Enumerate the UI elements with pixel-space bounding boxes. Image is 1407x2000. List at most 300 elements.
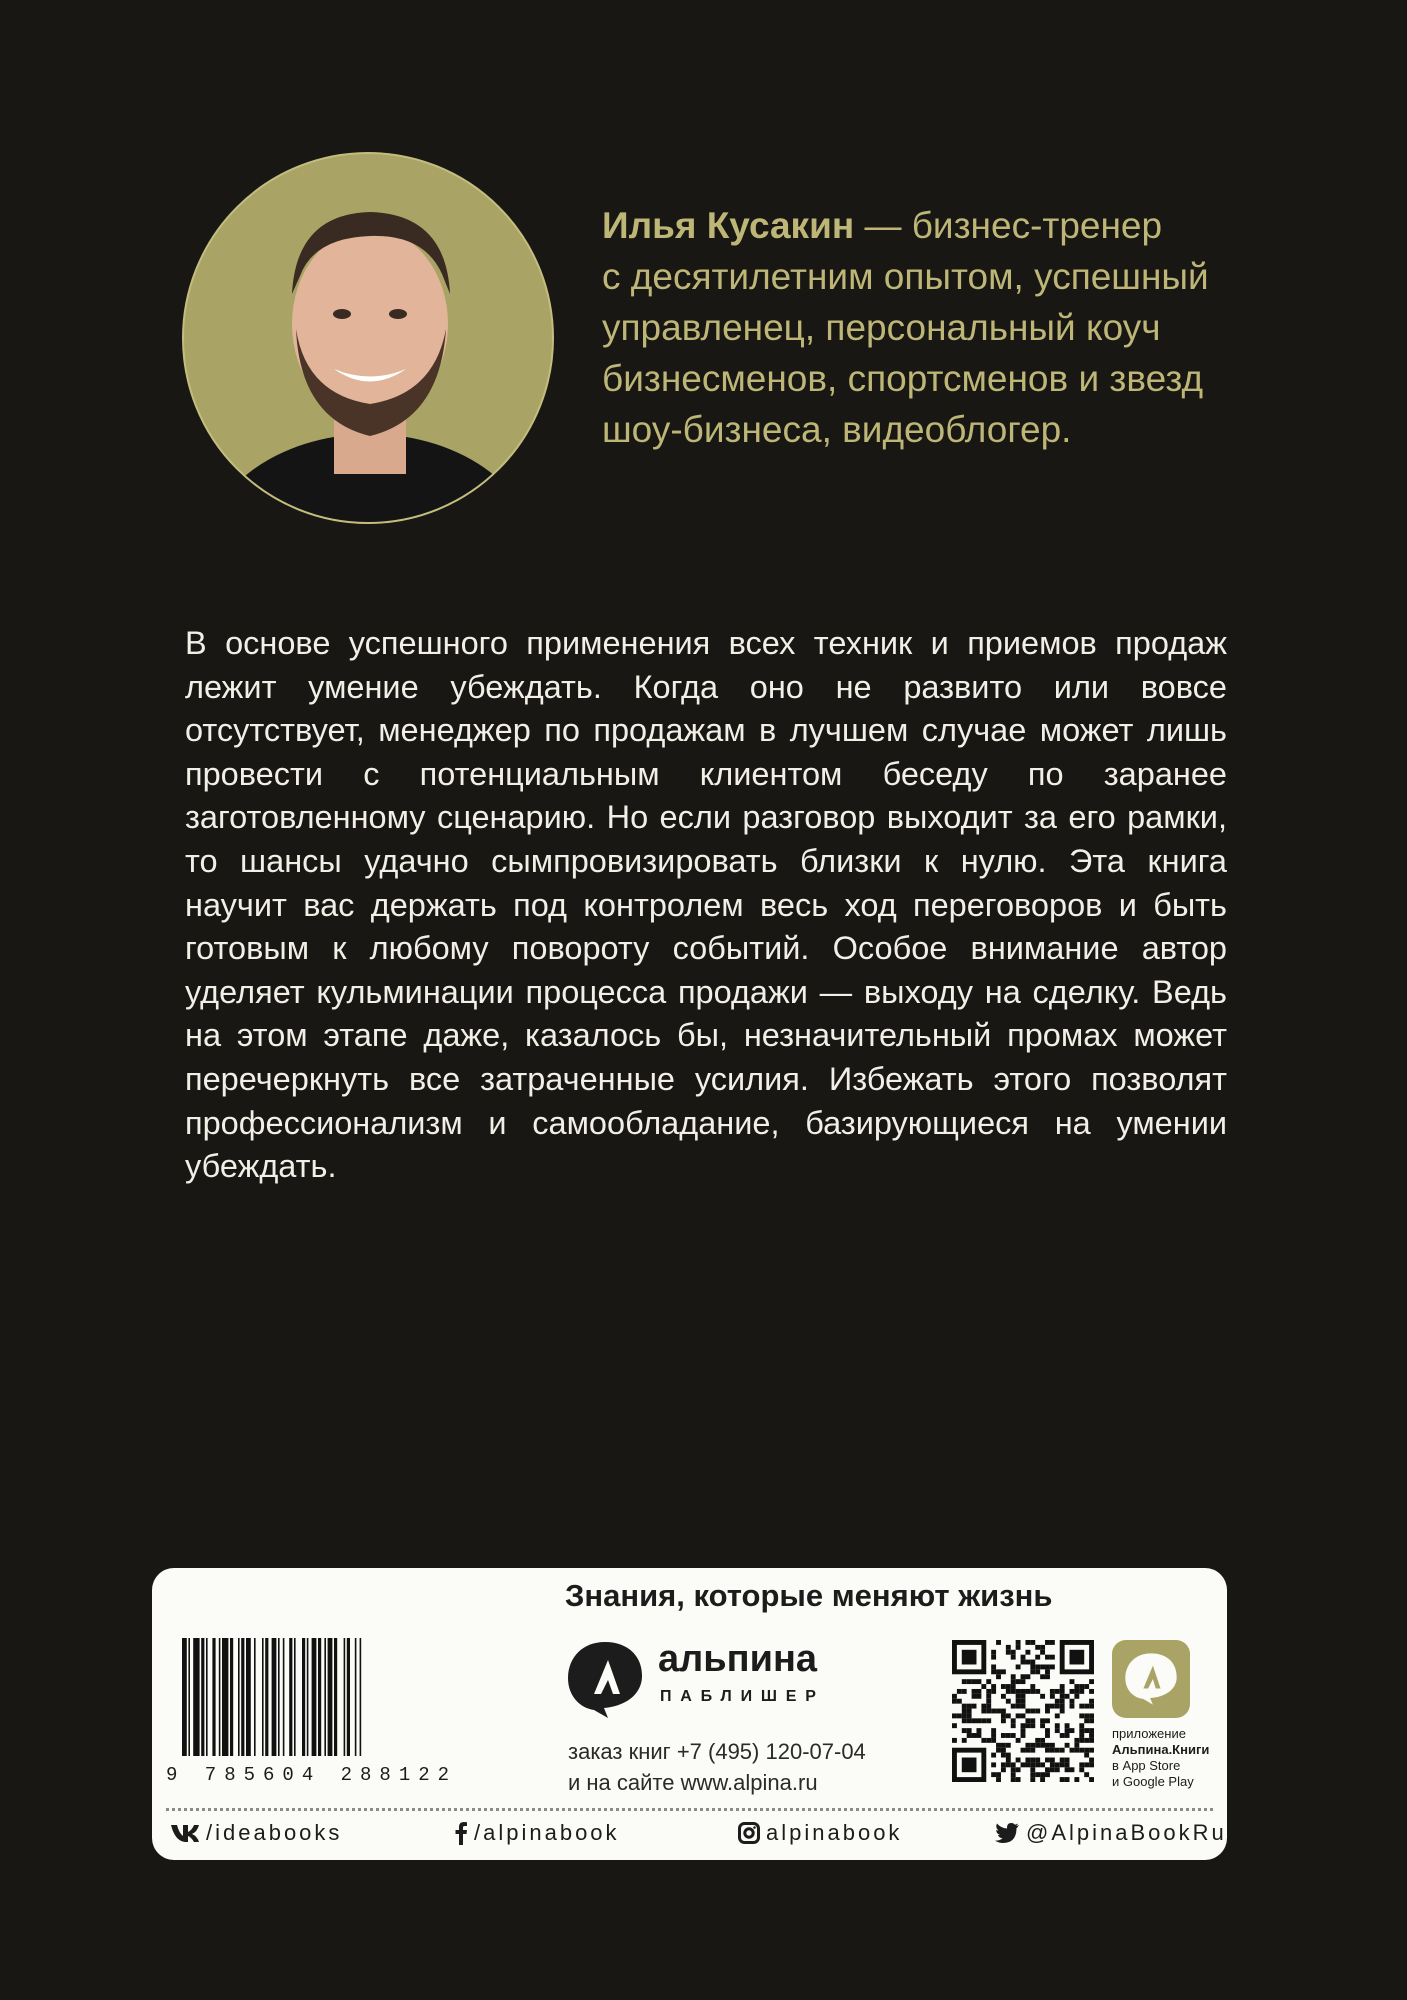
qr-module [1016,1699,1021,1704]
qr-module [991,1733,996,1738]
qr-module [962,1713,967,1718]
qr-module [1025,1660,1030,1665]
qr-module [1079,1738,1084,1743]
barcode-bar [283,1638,285,1756]
qr-module [1084,1684,1089,1689]
qr-module [1055,1748,1060,1753]
qr-module [1030,1777,1035,1782]
qr-module [1060,1777,1065,1782]
qr-module [1025,1650,1030,1655]
barcode-bar [344,1638,346,1756]
app-caption-line: приложение [1112,1726,1186,1741]
qr-module [1040,1650,1045,1655]
qr-module [1070,1699,1075,1704]
qr-module [976,1689,981,1694]
qr-module [1011,1723,1016,1728]
qr-module [1050,1640,1055,1645]
qr-module [967,1704,972,1709]
qr-module [1011,1718,1016,1723]
qr-module [996,1669,1001,1674]
qr-module [1074,1748,1079,1753]
description-text: В основе успешного применения всех техник и приемов продаж лежит умение убеждать. Когда оно не развито или вовсе отсутствует, менеджер по продажам в лучшем случае может лишь провести с потенциальным клиентом беседу по заранее заготовленному сценарию. Но если разговор выходит за его рамки, то шансы удачно сымпровизировать близки к нулю. Эта книга научит вас держать под контролем весь ход переговоров и быть готовым к любому повороту событий. Особое внимание автор уделяет кульминации процесса продажи — выходу на сделку. Ведь на этом этапе даже, казалось бы, незначительный промах может перечеркнуть все затраченные усилия. Избежать этого позволят профессионализм и самообладание, базирующиеся на умении убеждать. [185,625,1227,1185]
order-phone: заказ книг +7 (495) 120-07-04 [568,1739,866,1764]
qr-module [972,1694,977,1699]
qr-module [962,1738,967,1743]
qr-module [1001,1694,1006,1699]
qr-module [1070,1704,1075,1709]
qr-module [1040,1762,1045,1767]
author-bio-line: бизнесменов, спортсменов и звезд [602,358,1204,399]
qr-module [976,1694,981,1699]
qr-module [1055,1713,1060,1718]
qr-module [1011,1767,1016,1772]
barcode-bar [212,1638,215,1756]
qr-module [1040,1674,1045,1679]
qr-module [1074,1689,1079,1694]
qr-module [1021,1679,1026,1684]
qr-module [1006,1650,1011,1655]
qr-module [1089,1738,1094,1743]
qr-module [1050,1689,1055,1694]
qr-module [962,1679,967,1684]
qr-module [1021,1660,1026,1665]
barcode-bar [246,1638,251,1756]
barcode-bar [188,1638,190,1756]
barcode-bar [324,1638,326,1756]
qr-module [1025,1674,1030,1679]
barcode-bar [201,1638,204,1756]
qr-module [1016,1679,1021,1684]
barcode-bar [254,1638,256,1756]
qr-module [1045,1669,1050,1674]
qr-module [1016,1767,1021,1772]
app-caption-line: в App Store [1112,1758,1181,1773]
publisher-subtitle: ПАБЛИШЕР [660,1688,825,1705]
qr-module [1079,1723,1084,1728]
qr-module [972,1704,977,1709]
qr-module [1011,1772,1016,1777]
qr-module [1021,1674,1026,1679]
qr-module [1025,1689,1030,1694]
qr-module [1084,1704,1089,1709]
qr-module [1045,1709,1050,1714]
social-twitter[interactable] [994,1820,1227,1846]
qr-module [1011,1704,1016,1709]
qr-module [996,1674,1001,1679]
qr-module [991,1684,996,1689]
qr-module [962,1709,967,1714]
barcode-bar [193,1638,199,1756]
qr-module [1040,1723,1045,1728]
qr-module [1045,1767,1050,1772]
qr-module [991,1689,996,1694]
qr-module [1006,1733,1011,1738]
qr-module [952,1694,957,1699]
qr-module [1040,1645,1045,1650]
qr-module [981,1684,986,1689]
app-logo-icon [1112,1640,1190,1718]
app-caption-name: Альпина.Книги [1112,1742,1210,1757]
qr-module [1030,1767,1035,1772]
qr-module [991,1669,996,1674]
qr-module [1001,1743,1006,1748]
qr-module [1030,1689,1035,1694]
barcode-bar [355,1638,357,1756]
qr-module [1065,1767,1070,1772]
qr-module [1084,1772,1089,1777]
app-caption-line: и Google Play [1112,1774,1194,1789]
qr-module [1021,1699,1026,1704]
qr-module [996,1743,1001,1748]
qr-module [1084,1718,1089,1723]
qr-module [996,1772,1001,1777]
qr-module [1070,1767,1075,1772]
qr-module [1030,1718,1035,1723]
qr-module [1055,1699,1060,1704]
qr-module [1030,1660,1035,1665]
qr-module [1035,1664,1040,1669]
qr-module [1035,1669,1040,1674]
qr-module [1045,1704,1050,1709]
barcode-bar [307,1638,309,1756]
qr-module [1021,1704,1026,1709]
qr-module [1030,1684,1035,1689]
social-instagram-label: alpinabook [766,1820,903,1845]
qr-module [1030,1748,1035,1753]
qr-module [1030,1762,1035,1767]
qr-module [1030,1758,1035,1763]
qr-module [1035,1645,1040,1650]
qr-module [1055,1689,1060,1694]
qr-module [1060,1709,1065,1714]
barcode-bar [302,1638,305,1756]
author-bio-line: шоу-бизнеса, видеоблогер. [602,409,1072,450]
qr-module [1060,1762,1065,1767]
qr-module [991,1655,996,1660]
qr-module [967,1709,972,1714]
barcode-bar [241,1638,244,1756]
qr-module [967,1679,972,1684]
qr-module [972,1679,977,1684]
qr-module [1001,1767,1006,1772]
qr-module [1045,1748,1050,1753]
barcode-bar [182,1638,187,1756]
alpina-app-icon[interactable] [1112,1640,1190,1718]
qr-module [1079,1704,1084,1709]
qr-module [952,1713,957,1718]
qr-module [1089,1699,1094,1704]
qr-module [1006,1713,1011,1718]
social-facebook[interactable] [454,1820,620,1846]
author-photo [182,152,554,524]
qr-module [1035,1709,1040,1714]
qr-module [1011,1777,1016,1782]
alpina-logo-icon [564,1638,646,1720]
qr-module [986,1679,991,1684]
instagram-icon [738,1822,760,1844]
qr-module [1089,1733,1094,1738]
qr-module [1016,1640,1021,1645]
qr-module [1074,1738,1079,1743]
qr-module [1006,1699,1011,1704]
qr-module [1089,1758,1094,1763]
qr-module [1084,1753,1089,1758]
qr-module [1021,1728,1026,1733]
qr-module [1040,1772,1045,1777]
vk-icon [170,1823,200,1843]
qr-module [1065,1762,1070,1767]
qr-module [1030,1743,1035,1748]
barcode-bar [262,1638,264,1756]
qr-module [957,1699,962,1704]
qr-module [1006,1684,1011,1689]
qr-module [952,1738,957,1743]
qr-module [1089,1689,1094,1694]
qr-module [1040,1664,1045,1669]
qr-module [996,1748,1001,1753]
qr-module [981,1709,986,1714]
qr-module [1045,1758,1050,1763]
qr-module [1045,1728,1050,1733]
qr-module [1045,1664,1050,1669]
qr-module [1055,1728,1060,1733]
qr-module [1030,1772,1035,1777]
qr-code[interactable] [952,1640,1094,1782]
qr-module [1021,1733,1026,1738]
qr-module [1030,1709,1035,1714]
qr-module [1025,1718,1030,1723]
qr-module [1089,1728,1094,1733]
barcode-bar [206,1638,208,1756]
qr-module [1074,1694,1079,1699]
qr-module [986,1689,991,1694]
qr-module [1074,1684,1079,1689]
qr-module [991,1664,996,1669]
qr-module [986,1718,991,1723]
qr-module [1006,1758,1011,1763]
qr-module [1089,1777,1094,1782]
qr-module [1065,1723,1070,1728]
qr-module [1025,1743,1030,1748]
qr-module [1040,1718,1045,1723]
barcode-bar [289,1638,292,1756]
qr-module [1011,1762,1016,1767]
qr-module [1045,1674,1050,1679]
qr-module [1050,1743,1055,1748]
qr-module [1084,1762,1089,1767]
social-vk-label: /ideabooks [206,1820,343,1845]
qr-module [1006,1743,1011,1748]
author-bio-line: — бизнес-тренер [854,205,1163,246]
app-caption [1112,1726,1209,1790]
qr-module [1021,1655,1026,1660]
qr-module [1079,1713,1084,1718]
qr-module [1065,1777,1070,1782]
qr-module [1030,1664,1035,1669]
qr-module [967,1733,972,1738]
barcode-bar [347,1638,350,1756]
qr-module [1001,1709,1006,1714]
qr-module [1001,1748,1006,1753]
qr-module [1016,1704,1021,1709]
qr-module [967,1713,972,1718]
qr-module [1035,1758,1040,1763]
publisher-name: альпина [658,1638,818,1680]
qr-module [1070,1748,1075,1753]
author-portrait-illustration [184,154,554,524]
qr-module [1001,1753,1006,1758]
barcode-bar [272,1638,277,1756]
qr-module [1089,1679,1094,1684]
qr-module [996,1777,1001,1782]
qr-module [1050,1748,1055,1753]
qr-module [1006,1645,1011,1650]
qr-module [1011,1679,1016,1684]
qr-module [991,1762,996,1767]
tagline: Знания, которые меняют жизнь [565,1578,1053,1613]
barcode-bar [334,1638,337,1756]
author-bio-line: управленец, персональный коуч [602,307,1161,348]
qr-module [991,1753,996,1758]
qr-module [1001,1684,1006,1689]
qr-module [1079,1767,1084,1772]
qr-finder [962,1758,977,1773]
qr-module [1065,1728,1070,1733]
qr-module [1084,1748,1089,1753]
social-twitter-label: @AlpinaBookRu [1026,1820,1227,1845]
qr-module [1074,1743,1079,1748]
qr-module [1006,1753,1011,1758]
qr-module [1079,1748,1084,1753]
qr-module [962,1728,967,1733]
author-bio-line: с десятилетним опытом, успешный [602,256,1209,297]
qr-module [1045,1743,1050,1748]
qr-module [1055,1767,1060,1772]
social-instagram[interactable] [738,1820,902,1846]
qr-module [1065,1743,1070,1748]
qr-module [1006,1689,1011,1694]
qr-module [1030,1640,1035,1645]
qr-module [1030,1669,1035,1674]
qr-module [952,1699,957,1704]
qr-module [981,1738,986,1743]
qr-module [1070,1728,1075,1733]
qr-module [962,1704,967,1709]
qr-finder [962,1650,977,1665]
qr-module [1035,1762,1040,1767]
qr-module [1040,1738,1045,1743]
qr-module [1084,1713,1089,1718]
qr-module [972,1689,977,1694]
barcode-bar [318,1638,321,1756]
qr-module [1055,1723,1060,1728]
qr-module [986,1738,991,1743]
qr-module [1011,1674,1016,1679]
qr-module [1050,1762,1055,1767]
qr-module [991,1728,996,1733]
qr-module [1025,1723,1030,1728]
qr-module [1050,1767,1055,1772]
qr-finder [1070,1650,1085,1665]
qr-module [1025,1709,1030,1714]
qr-module [1045,1733,1050,1738]
order-website: и на сайте www.alpina.ru [568,1770,818,1795]
qr-module [1040,1743,1045,1748]
qr-module [976,1679,981,1684]
qr-module [1021,1748,1026,1753]
qr-module [1016,1664,1021,1669]
qr-module [1079,1689,1084,1694]
qr-module [1011,1684,1016,1689]
qr-module [1035,1743,1040,1748]
barcode-bar [222,1638,228,1756]
barcode-bar [265,1638,268,1756]
qr-module [1040,1694,1045,1699]
qr-module [1065,1758,1070,1763]
qr-module [1035,1655,1040,1660]
qr-module [991,1650,996,1655]
qr-module [1025,1748,1030,1753]
qr-module [1055,1704,1060,1709]
qr-module [1035,1772,1040,1777]
qr-module [962,1689,967,1694]
qr-module [1060,1689,1065,1694]
qr-module [1006,1762,1011,1767]
qr-module [1040,1777,1045,1782]
qr-module [1060,1758,1065,1763]
qr-module [1060,1699,1065,1704]
qr-module [1079,1728,1084,1733]
qr-module [1050,1655,1055,1660]
qr-module [1065,1694,1070,1699]
barcode-bar [294,1638,296,1756]
qr-module [1089,1762,1094,1767]
qr-module [1045,1772,1050,1777]
qr-module [996,1709,1001,1714]
qr-module [1065,1733,1070,1738]
qr-module [1055,1762,1060,1767]
qr-module [1050,1758,1055,1763]
qr-module [981,1704,986,1709]
qr-module [1050,1704,1055,1709]
qr-module [1084,1738,1089,1743]
barcode-bar [312,1638,317,1756]
qr-module [1089,1713,1094,1718]
qr-module [1011,1733,1016,1738]
qr-module [1016,1738,1021,1743]
qr-module [972,1733,977,1738]
qr-module [991,1772,996,1777]
qr-module [1089,1718,1094,1723]
qr-module [976,1733,981,1738]
qr-module [1016,1694,1021,1699]
social-vk[interactable] [170,1820,342,1846]
qr-module [962,1718,967,1723]
qr-module [1001,1669,1006,1674]
qr-module [1060,1733,1065,1738]
qr-module [991,1738,996,1743]
qr-module [1021,1762,1026,1767]
qr-module [986,1699,991,1704]
qr-module [1089,1704,1094,1709]
qr-module [1070,1679,1075,1684]
qr-module [1035,1738,1040,1743]
qr-module [1025,1762,1030,1767]
qr-module [1001,1733,1006,1738]
qr-module [1050,1694,1055,1699]
barcode-bar [219,1638,221,1756]
qr-module [1025,1640,1030,1645]
